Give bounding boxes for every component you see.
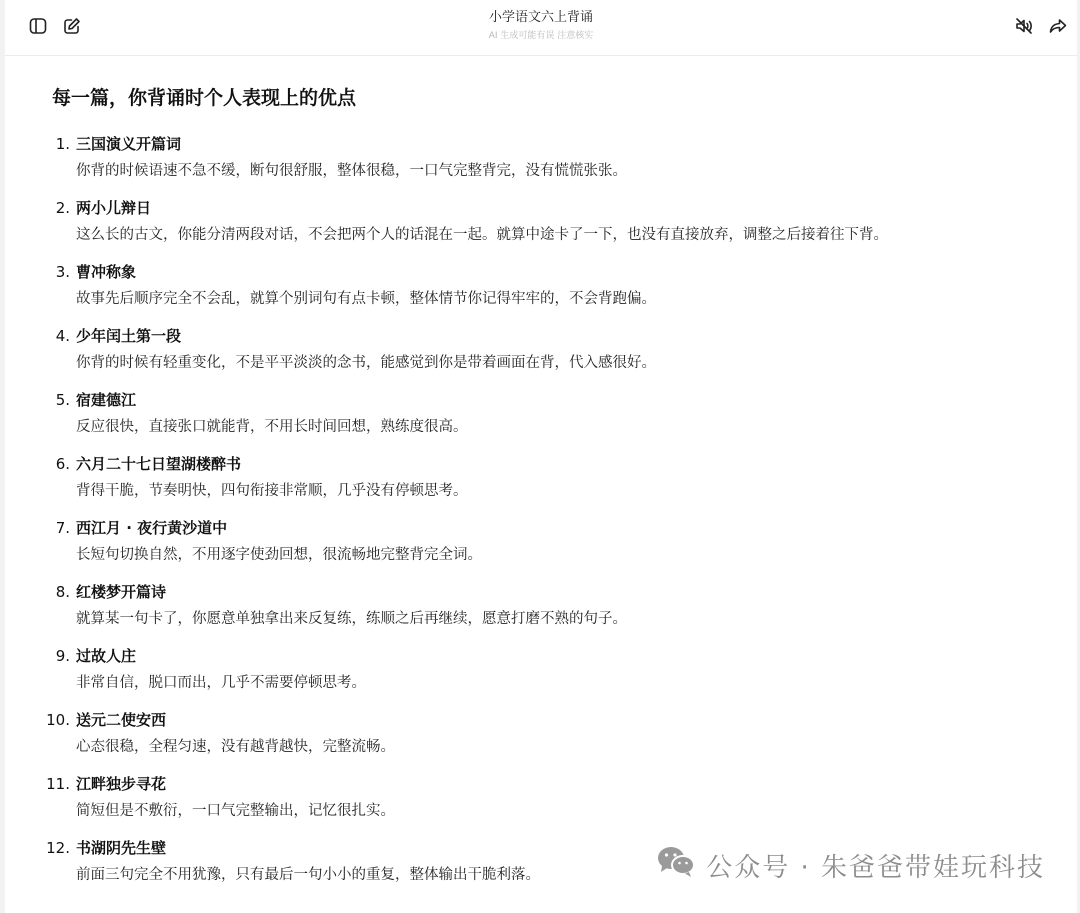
item-number: 7. — [55, 519, 70, 537]
item-description: 前面三句完全不用犹豫，只有最后一句小小的重复，整体输出干脆利落。 — [76, 867, 540, 883]
title-block — [5, 9, 1077, 43]
list-item — [52, 518, 1057, 582]
top-bar — [5, 0, 1077, 56]
item-number: 8. — [55, 583, 70, 601]
item-title: 宿建德江 — [76, 391, 137, 409]
item-number: 5. — [55, 391, 70, 409]
item-title: 曹冲称象 — [76, 263, 137, 281]
list-item — [52, 454, 1057, 518]
item-description: 背得干脆，节奏明快，四句衔接非常顺，几乎没有停顿思考。 — [76, 483, 468, 499]
list-item — [52, 134, 1057, 198]
item-number: 10. — [46, 711, 70, 729]
item-title: 六月二十七日望湖楼醉书 — [76, 455, 242, 473]
item-number: 4. — [55, 327, 70, 345]
item-description: 就算某一句卡了，你愿意单独拿出来反复练，练顺之后再继续，愿意打磨不熟的句子。 — [76, 611, 627, 627]
item-description: 你背的时候语速不急不缓，断句很舒服，整体很稳，一口气完整背完，没有慌慌张张。 — [76, 163, 627, 179]
item-description: 心态很稳，全程匀速，没有越背越快，完整流畅。 — [76, 739, 395, 755]
item-title: 少年闰土第一段 — [76, 327, 182, 345]
list-item — [52, 390, 1057, 454]
item-number: 11. — [46, 775, 70, 793]
list-item — [46, 710, 1057, 774]
item-title: 两小儿辩日 — [76, 199, 152, 217]
item-title: 红楼梦开篇诗 — [76, 583, 167, 601]
list-item — [52, 198, 1057, 262]
item-description: 故事先后顺序完全不会乱，就算个别词句有点卡顿，整体情节你记得牢牢的，不会背跑偏。 — [76, 291, 656, 307]
watermark-text: 公众号 · 朱爸爸带娃玩科技 — [706, 853, 1045, 883]
list-item — [52, 326, 1057, 390]
ai-disclaimer: AI 生成可能有误 注意核实 — [488, 31, 594, 41]
item-title: 江畔独步寻花 — [76, 775, 167, 793]
item-number: 6. — [55, 455, 70, 473]
item-title: 送元二使安西 — [76, 711, 167, 729]
watermark — [656, 845, 1045, 886]
list-item — [52, 582, 1057, 646]
item-title: 西江月 · 夜行黄沙道中 — [76, 519, 228, 537]
page-title: 小学语文六上背诵 — [488, 10, 593, 25]
list-item — [46, 774, 1057, 838]
speaker-muted-icon[interactable] — [1011, 13, 1037, 39]
item-description: 简短但是不敷衍，一口气完整输出，记忆很扎实。 — [76, 803, 395, 819]
item-number: 2. — [55, 199, 70, 217]
item-number: 9. — [55, 647, 70, 665]
item-title: 过故人庄 — [76, 647, 137, 665]
item-description: 长短句切换自然，不用逐字使劲回想，很流畅地完整背完全词。 — [76, 547, 482, 563]
wechat-icon — [656, 845, 696, 886]
item-number: 3. — [55, 263, 70, 281]
main-content — [46, 84, 1057, 902]
item-description: 你背的时候有轻重变化，不是平平淡淡的念书，能感觉到你是带着画面在背，代入感很好。 — [76, 355, 656, 371]
item-number: 1. — [55, 135, 70, 153]
item-description: 非常自信，脱口而出，几乎不需要停顿思考。 — [76, 675, 366, 691]
list-item — [52, 646, 1057, 710]
recitation-list — [46, 134, 1057, 902]
item-title: 三国演义开篇词 — [76, 135, 182, 153]
item-title: 书湖阴先生壁 — [76, 839, 167, 857]
share-arrow-icon[interactable] — [1045, 13, 1071, 39]
section-heading: 每一篇，你背诵时个人表现上的优点 — [52, 87, 357, 109]
item-description: 这么长的古文，你能分清两段对话，不会把两个人的话混在一起。就算中途卡了一下，也没有直接放弃，调整之后接着往下背。 — [76, 227, 888, 243]
list-item — [52, 262, 1057, 326]
item-description: 反应很快，直接张口就能背，不用长时间回想，熟练度很高。 — [76, 419, 468, 435]
item-number: 12. — [46, 839, 70, 857]
